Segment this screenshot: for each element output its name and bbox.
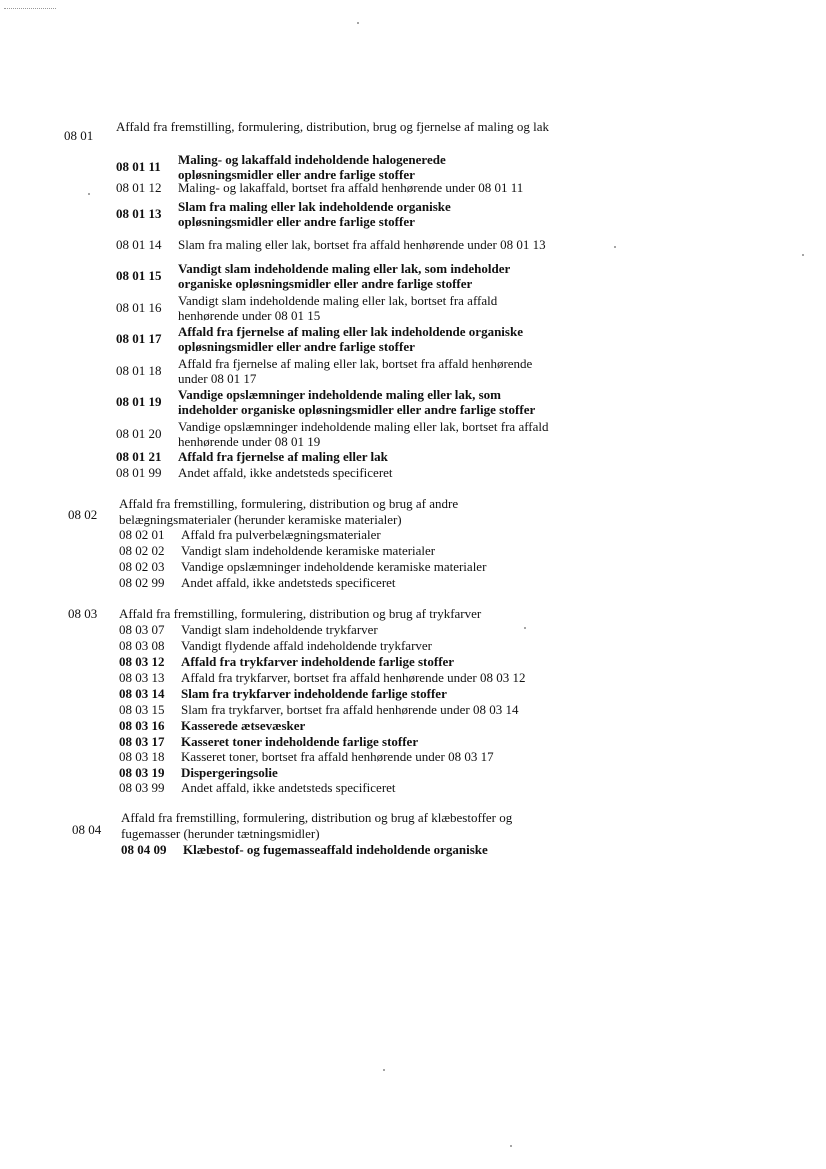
waste-code: 08 01 18 (116, 363, 162, 378)
waste-code: 08 01 17 (116, 331, 162, 346)
list-item (119, 654, 454, 670)
waste-code: 08 03 07 (119, 622, 165, 637)
waste-description: Slam fra trykfarver indeholdende farlige stoffer (181, 686, 447, 702)
waste-code: 08 01 13 (116, 206, 162, 221)
waste-description: Vandigt flydende affald indeholdende trykfarver (181, 638, 432, 654)
waste-code: 08 01 19 (116, 394, 162, 409)
waste-description: Klæbestof- og fugemasseaffald indeholdende organiske (183, 842, 488, 858)
waste-description: Vandigt slam indeholdende keramiske materialer (181, 543, 436, 559)
group-code: 08 02 (68, 507, 98, 522)
waste-code: 08 01 11 (116, 159, 161, 174)
group-code: 08 01 (64, 128, 94, 143)
waste-description: Affald fra pulverbelægningsmaterialer (181, 527, 381, 543)
scan-speck (802, 254, 804, 256)
waste-description: Vandige opslæmninger indeholdende keramiske materialer (181, 559, 487, 575)
waste-code: 08 03 16 (119, 718, 165, 733)
waste-description: Andet affald, ikke andetsteds specificeret (181, 575, 396, 591)
waste-code: 08 03 12 (119, 654, 165, 669)
waste-code: 08 01 20 (116, 426, 162, 441)
waste-code: 08 03 13 (119, 670, 165, 685)
list-item (116, 292, 528, 324)
waste-code: 08 03 99 (119, 780, 165, 795)
waste-code: 08 03 08 (119, 638, 165, 653)
waste-code: 08 03 19 (119, 765, 165, 780)
waste-description: Slam fra trykfarver, bortset fra affald henhørende under 08 03 14 (181, 702, 519, 718)
list-item (119, 559, 486, 575)
list-item (119, 734, 418, 750)
list-item (121, 842, 488, 858)
waste-description: Andet affald, ikke andetsteds specificeret (181, 780, 396, 796)
waste-description: Dispergeringsolie (181, 765, 278, 781)
scan-speck (88, 193, 90, 195)
list-item (119, 575, 396, 591)
waste-description: Andet affald, ikke andetsteds specificeret (178, 465, 393, 481)
list-item (116, 180, 578, 196)
waste-code: 08 02 03 (119, 559, 165, 574)
waste-code: 08 01 99 (116, 465, 162, 480)
list-item (116, 418, 553, 450)
scan-speck (383, 1069, 385, 1071)
list-item (116, 449, 388, 465)
group-code: 08 04 (72, 822, 102, 837)
list-item (119, 670, 525, 686)
waste-description: Vandige opslæmninger indeholdende maling eller lak, som indeholder organiske opløsningsmidler eller andre farlige stoffer (178, 386, 536, 417)
list-item (119, 749, 494, 765)
waste-description: Vandigt slam indeholdende maling eller lak, som indeholder organiske opløsningsmidler eller andre farlige stoffer (178, 260, 511, 291)
list-item (119, 527, 381, 543)
waste-description: Kasserede ætsevæsker (181, 718, 306, 734)
list-item (116, 323, 553, 355)
list-item (116, 465, 393, 481)
waste-code: 08 04 09 (121, 842, 167, 857)
scan-speck (357, 22, 359, 24)
list-item (119, 718, 305, 734)
waste-description: Affald fra trykfarver indeholdende farlige stoffer (181, 654, 455, 670)
waste-description: Vandigt slam indeholdende maling eller lak, bortset fra affald henhørende under 08 01 15 (178, 292, 498, 323)
waste-description: Affald fra fjernelse af maling eller lak indeholdende organiske opløsningsmidler eller andre farlige stoffer (178, 323, 523, 354)
waste-code: 08 03 18 (119, 749, 165, 764)
waste-code: 08 03 15 (119, 702, 165, 717)
list-item (119, 780, 396, 796)
waste-code: 08 01 12 (116, 180, 162, 195)
list-item (116, 260, 543, 292)
waste-code: 08 02 02 (119, 543, 165, 558)
waste-description: Maling- og lakaffald, bortset fra affald henhørende under 08 01 11 (178, 180, 524, 196)
group-code: 08 03 (68, 606, 98, 621)
waste-code: 08 01 21 (116, 449, 162, 464)
list-item (119, 765, 278, 781)
waste-description: Slam fra maling eller lak, bortset fra affald henhørende under 08 01 13 (178, 237, 546, 253)
scan-speck (614, 246, 616, 248)
list-item (116, 229, 553, 261)
scan-speck (524, 627, 526, 629)
waste-description: Affald fra trykfarver, bortset fra affald henhørende under 08 03 12 (181, 670, 526, 686)
group-description: Affald fra fremstilling, formulering, distribution, brug og fjernelse af maling og lak (116, 119, 549, 134)
list-item (119, 638, 432, 654)
waste-code: 08 02 01 (119, 527, 165, 542)
waste-code: 08 03 17 (119, 734, 165, 749)
waste-description: Affald fra fjernelse af maling eller lak, bortset fra affald henhørende under 08 01 17 (178, 355, 533, 386)
group-description: Affald fra fremstilling, formulering, distribution og brug af andre belægningsmaterialer (herunder keramiske materialer) (119, 496, 459, 527)
group-description: Affald fra fremstilling, formulering, distribution og brug af klæbestoffer og fugemasser (herunder tætningsmidler) (121, 810, 513, 841)
waste-code: 08 01 16 (116, 300, 162, 315)
list-item (116, 151, 528, 183)
waste-description: Slam fra maling eller lak indeholdende organiske opløsningsmidler eller andre farlige stoffer (178, 198, 451, 229)
waste-code: 08 01 15 (116, 268, 162, 283)
list-item (119, 543, 435, 559)
scan-artifact-line (4, 8, 56, 10)
list-item (116, 386, 563, 418)
waste-description: Vandige opslæmninger indeholdende maling eller lak, bortset fra affald henhørende under 08 01 19 (178, 418, 549, 449)
waste-code: 08 03 14 (119, 686, 165, 701)
waste-description: Kasseret toner indeholdende farlige stoffer (181, 734, 419, 750)
list-item (119, 622, 378, 638)
list-item (119, 702, 518, 718)
waste-description: Kasseret toner, bortset fra affald henhørende under 08 03 17 (181, 749, 494, 765)
waste-description: Affald fra fjernelse af maling eller lak (178, 449, 388, 465)
waste-code: 08 01 14 (116, 237, 162, 252)
list-item (116, 198, 488, 230)
waste-description: Vandigt slam indeholdende trykfarver (181, 622, 378, 638)
waste-code: 08 02 99 (119, 575, 165, 590)
group-description: Affald fra fremstilling, formulering, distribution og brug af trykfarver (119, 606, 482, 621)
waste-description: Maling- og lakaffald indeholdende halogenerede opløsningsmidler eller andre farlige stoffer (178, 151, 446, 182)
scan-speck (510, 1145, 512, 1147)
list-item (119, 686, 447, 702)
list-item (116, 355, 563, 387)
